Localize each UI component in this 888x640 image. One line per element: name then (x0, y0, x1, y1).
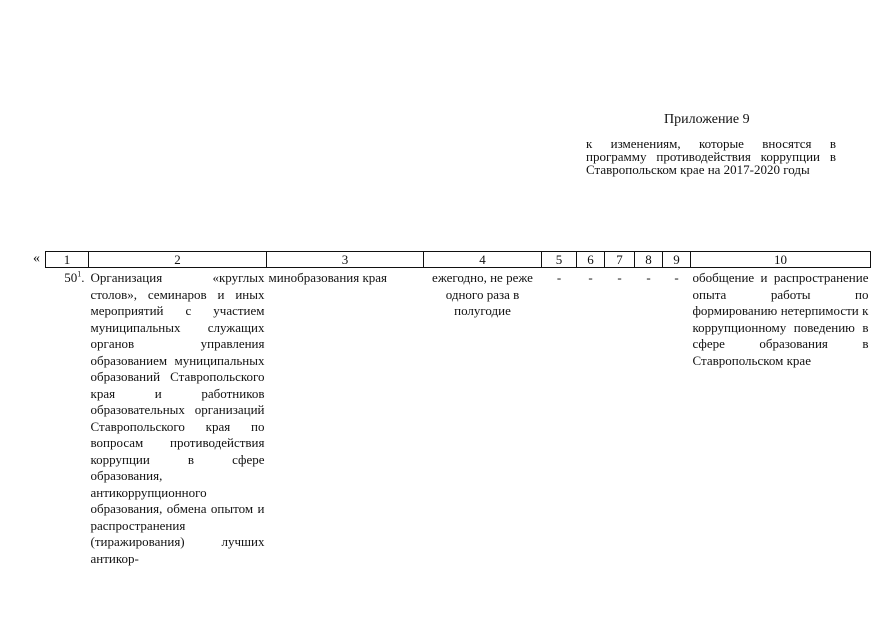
appendix-title: Приложение 9 (664, 112, 750, 127)
table-row (46, 268, 871, 568)
row-number-cell: $50^1$. (64, 269, 85, 285)
column-header: 9 (663, 252, 691, 268)
funding-cell-5: - (556, 270, 562, 285)
responsible-cell: минобразования края (268, 270, 388, 285)
column-header: 2 (89, 252, 267, 268)
funding-cell-7: - (617, 270, 622, 285)
column-header: 4 (424, 252, 542, 268)
funding-cell-9: - (674, 270, 679, 285)
appendix-subtitle: к изменениям, которые вносятся в программу противодействия коррупции в Ставропольском крае на 2017-2020 годы (586, 136, 836, 177)
term-cell: ежегодно, не реже одного раза в полугодие (432, 270, 533, 318)
column-number-row (46, 252, 871, 268)
column-header: 1 (46, 252, 89, 268)
column-header: 6 (577, 252, 605, 268)
column-header: 10 (691, 252, 871, 268)
funding-cell-8: - (646, 270, 651, 285)
row-number: 50 (64, 270, 78, 285)
column-header: 3 (267, 252, 424, 268)
opening-quote: « (33, 251, 40, 266)
column-header: 8 (635, 252, 663, 268)
program-table (45, 251, 871, 567)
column-header: 5 (542, 252, 577, 268)
funding-cell-6: - (588, 270, 593, 285)
column-header: 7 (605, 252, 635, 268)
result-cell: обобщение и распространение опыта работы по формированию нетерпимости к коррупционному поведению в сфере образования в Ставропольском крае (692, 270, 869, 368)
measure-name-cell: Организация «круглых столов», семинаров и иных мероприятий с участием муниципальных служащих органов управления образованием муниципальных образований Ставропольского края и работников образовательных организаций Ставропольского края по вопросам противодействия коррупции в сфере образования, антикоррупционного образования, обмена опытом и распространения (тиражирования) лучших антикор- (90, 270, 265, 566)
row-number-superscript: 1 (77, 269, 82, 279)
